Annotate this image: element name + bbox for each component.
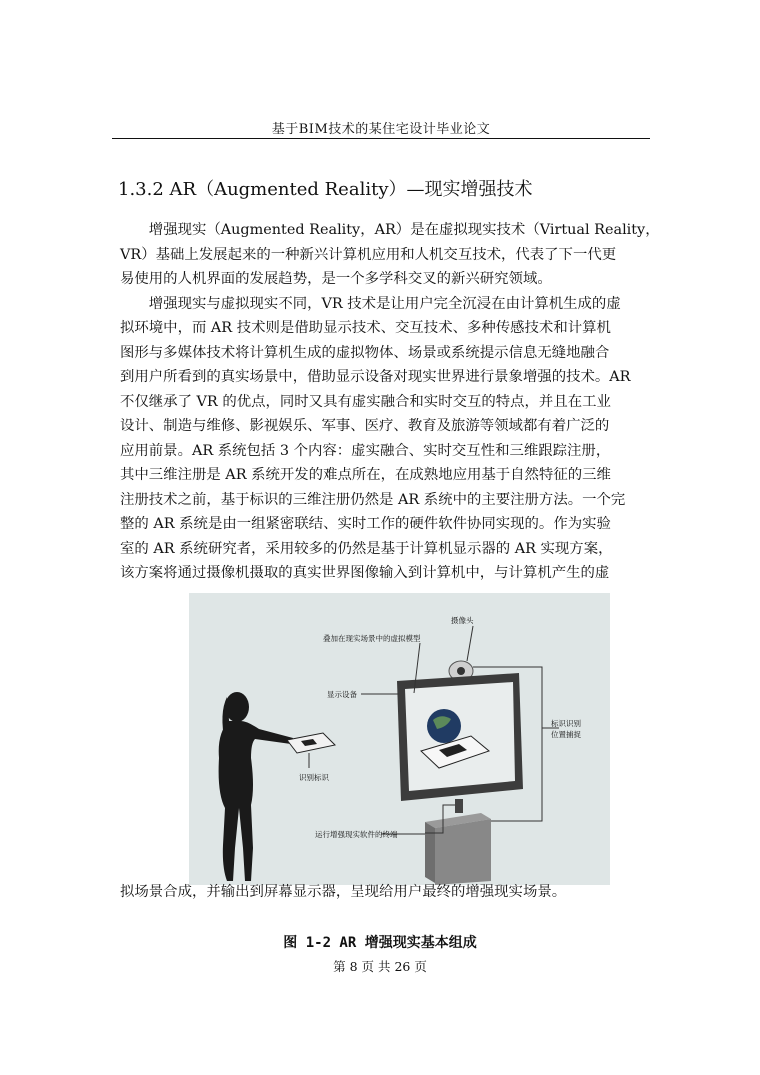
running-header: 基于BIM技术的某住宅设计毕业论文 [271,122,491,137]
text-line: 拟环境中，而 AR 技术则是借助显示技术、交互技术、多种传感技术和计算机 [120,320,611,336]
ar-diagram [189,593,610,885]
text-line: 该方案将通过摄像机摄取的真实世界图像输入到计算机中，与计算机产生的虚 [120,565,610,581]
text-line: 增强现实与虚拟现实不同，VR 技术是让用户完全沉浸在由计算机生成的虚 [148,295,621,312]
terminal-box [425,813,491,885]
text-line: 不仅继承了 VR 的优点，同时又具有虚实融合和实时交互的特点，并且在工业 [120,393,611,410]
body-text [120,218,660,586]
paragraph-2 [120,292,657,586]
label-marker: 识别标识 [299,773,329,782]
text-line: 整的 AR 系统是由一组紧密联结、实时工作的硬件软件协同实现的。作为实验 [120,516,611,532]
page-number: 第 8 页 共 26 页 [333,959,427,974]
text-line: 其中三维注册是 AR 系统开发的难点所在，在成熟地应用基于自然特征的三维 [120,467,611,483]
label-camera: 摄像头 [451,616,474,625]
paragraph-1 [120,218,660,292]
section-title: 1.3.2 AR（Augmented Reality）—现实增强技术 [118,179,533,200]
text-line: VR）基础上发展起来的一种新兴计算机应用和人机交互技术，代表了下一代更 [120,246,617,263]
text-line: 到用户所看到的真实场景中，借助显示设备对现实世界进行景象增强的技术。AR [120,369,631,385]
label-virtual-model: 叠加在现实场景中的虚拟模型 [323,634,421,643]
label-display: 显示设备 [327,690,357,699]
text-line: 应用前景。AR 系统包括 3 个内容：虚实融合、实时交互性和三维跟踪注册， [120,442,611,459]
label-tracking-1: 标识识别 [551,719,581,728]
text-line: 室的 AR 系统研究者，采用较多的仍然是基于计算机显示器的 AR 实现方案， [120,540,613,557]
continuation-line: 拟场景合成，并输出到屏幕显示器，呈现给用户最终的增强现实场景。 [120,884,567,900]
text-line: 注册技术之前，基于标识的三维注册仍然是 AR 系统中的主要注册方法。一个完 [120,491,626,508]
label-tracking-2: 位置捕捉 [551,730,581,739]
header-rule [112,138,650,139]
text-line: 设计、制造与维修、影视娱乐、军事、医疗、教育及旅游等领域都有着广泛的 [120,418,610,434]
text-line: 图形与多媒体技术将计算机生成的虚拟物体、场景或系统提示信息无缝地融合 [120,344,610,361]
label-terminal: 运行增强现实软件的终端 [315,830,398,839]
text-line: 易使用的人机界面的发展趋势，是一个多学科交叉的新兴研究领域。 [120,271,552,287]
figure-caption: 图 1-2 AR 增强现实基本组成 [283,935,477,951]
ar-diagram-figure [189,593,610,885]
text-line: 增强现实（Augmented Reality，AR）是在虚拟现实技术（Virtual Reality， [148,222,660,238]
